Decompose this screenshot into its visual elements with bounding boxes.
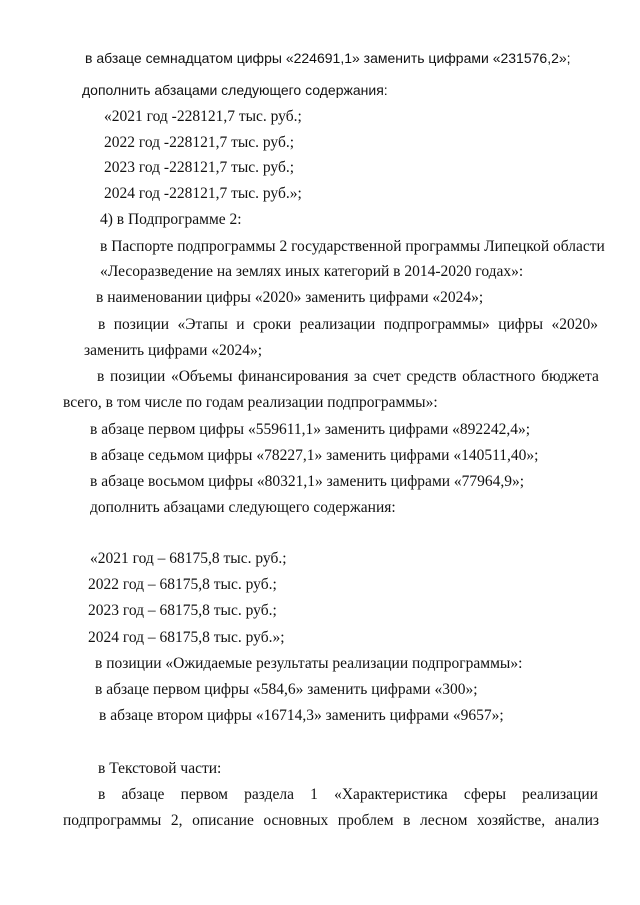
text-line: в абзаце седьмом цифры «78227,1» заменить цифрами «140511,40»; xyxy=(90,447,539,464)
text-line: «2021 год – 68175,8 тыс. руб.; xyxy=(90,550,287,567)
word: сроки xyxy=(252,316,292,333)
word: «Этапы xyxy=(177,316,228,333)
text-line: 2023 год -228121,7 тыс. руб.; xyxy=(104,159,295,176)
text-line: 2023 год – 68175,8 тыс. руб.; xyxy=(88,602,277,619)
word: анализ xyxy=(554,812,599,829)
word: средств xyxy=(406,368,457,385)
word: проблем xyxy=(337,812,394,829)
text-line: в абзаце восьмом цифры «80321,1» заменить цифрами «77964,9»; xyxy=(90,473,525,490)
word: счет xyxy=(372,368,401,385)
word: абзаце xyxy=(121,786,165,803)
word: 2, xyxy=(170,812,183,829)
word: позиции xyxy=(109,368,166,385)
justified-line xyxy=(97,367,599,387)
text-line: всего, в том числе по годам реализации подпрограммы»: xyxy=(63,394,438,411)
word: основных xyxy=(263,812,329,829)
justified-line xyxy=(98,785,598,805)
word: бюджета xyxy=(541,368,599,385)
text-line: в Паспорте подпрограммы 2 государственной программы Липецкой области xyxy=(100,238,605,255)
text-line: в позиции «Ожидаемые результаты реализации подпрограммы»: xyxy=(95,655,523,672)
text-line: в абзаце первом цифры «559611,1» заменить цифрами «892242,4»; xyxy=(90,421,531,438)
text-line: 4) в Подпрограмме 2: xyxy=(100,211,242,228)
text-line: в наименовании цифры «2020» заменить цифрами «2024»; xyxy=(96,289,484,306)
word: областного xyxy=(462,368,536,385)
text-line: 2024 год -228121,7 тыс. руб.»; xyxy=(104,185,302,202)
text-line: «2021 год -228121,7 тыс. руб.; xyxy=(104,108,302,125)
word: реализации xyxy=(522,786,598,803)
word: 1 xyxy=(310,786,318,803)
word: и xyxy=(236,316,245,333)
word: реализации xyxy=(299,316,376,333)
text-line: дополнить абзацами следующего содержания: xyxy=(90,499,396,516)
text-line: в Текстовой части: xyxy=(98,760,222,777)
word: за xyxy=(354,368,368,385)
word: первом xyxy=(180,786,228,803)
word: позиции xyxy=(113,316,170,333)
text-line: в абзаце первом цифры «584,6» заменить цифрами «300»; xyxy=(95,681,478,698)
word: хозяйстве, xyxy=(476,812,546,829)
word: цифры xyxy=(498,316,544,333)
word: сферы xyxy=(463,786,506,803)
text-line: 2022 год – 68175,8 тыс. руб.; xyxy=(88,576,277,593)
word: описание xyxy=(192,812,254,829)
word: в xyxy=(98,786,106,803)
word: «Объемы xyxy=(170,368,233,385)
word: в xyxy=(403,812,411,829)
text-line: в абзаце втором цифры «16714,3» заменить цифрами «9657»; xyxy=(99,707,504,724)
word: «Характеристика xyxy=(334,786,448,803)
word: финансирования xyxy=(238,368,349,385)
word: раздела xyxy=(244,786,295,803)
text-line: 2024 год – 68175,8 тыс. руб.»; xyxy=(88,629,285,646)
word: в xyxy=(98,316,106,333)
word: в xyxy=(97,368,105,385)
word: «2020» xyxy=(551,316,598,333)
word: лесном xyxy=(419,812,468,829)
text-line: заменить цифрами «2024»; xyxy=(84,342,263,359)
word: подпрограммы» xyxy=(383,316,490,333)
text-line: 2022 год -228121,7 тыс. руб.; xyxy=(104,134,295,151)
text-line: дополнить абзацами следующего содержания: xyxy=(82,82,388,98)
text-line: в абзаце семнадцатом цифры «224691,1» заменить цифрами «231576,2»; xyxy=(85,50,571,66)
justified-line xyxy=(63,811,599,831)
text-line: «Лесоразведение на землях иных категорий в 2014-2020 годах»: xyxy=(100,263,524,280)
justified-line xyxy=(98,315,598,335)
word: подпрограммы xyxy=(63,812,162,829)
